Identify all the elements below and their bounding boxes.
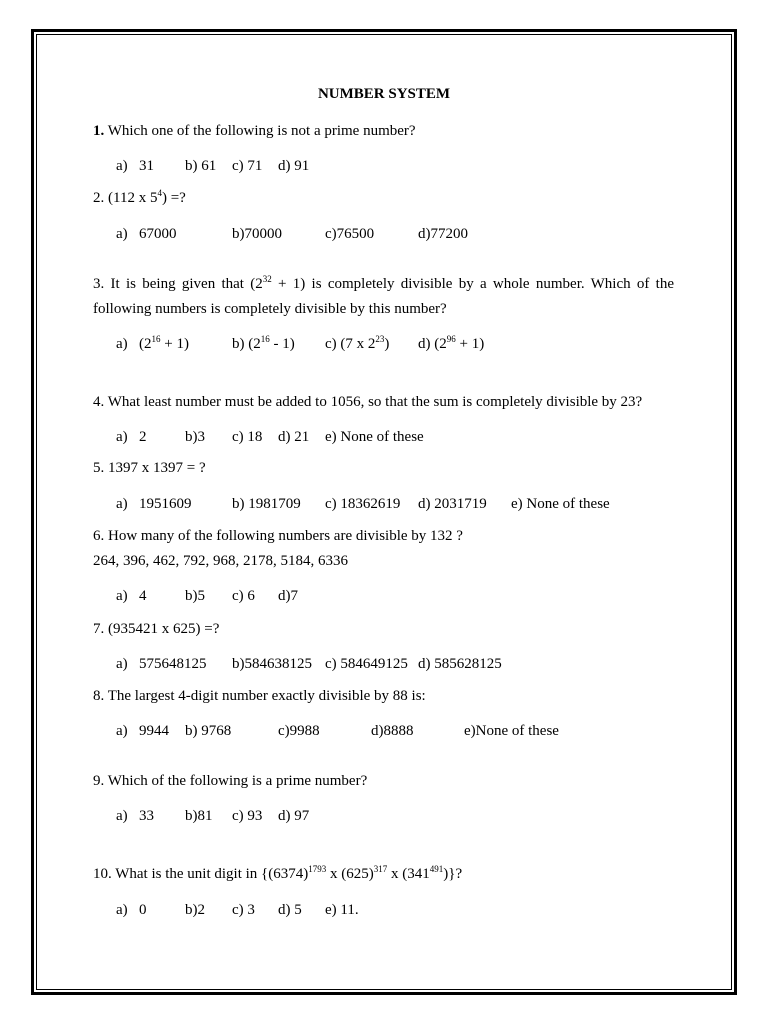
option-d: d)77200 <box>418 226 468 242</box>
option-label: a) <box>116 158 128 174</box>
option-a: 2 <box>139 429 147 445</box>
option-c: c) 93 <box>232 808 263 824</box>
question-6: 6. How many of the following numbers are divisible by 132 ? <box>93 528 463 544</box>
question-5: 5. 1397 x 1397 = ? <box>93 460 206 476</box>
exponent: 491 <box>429 864 444 874</box>
question-3 <box>93 274 674 294</box>
option-e: e) None of these <box>325 429 424 445</box>
option-a: 575648125 <box>139 656 207 672</box>
option-a-end: + 1) <box>160 336 189 352</box>
question-2-text-end: ) =? <box>161 190 186 206</box>
exponent: 23 <box>375 334 385 344</box>
option-label: a) <box>116 429 128 445</box>
option-b: b)2 <box>185 902 205 918</box>
option-d: d)7 <box>278 588 298 604</box>
option-b: b) 61 <box>185 158 217 174</box>
option-b: b)5 <box>185 588 205 604</box>
question-10-text: )}? <box>443 866 463 882</box>
option-d: d)8888 <box>371 723 414 739</box>
option-b-end: - 1) <box>269 336 295 352</box>
question-6-number-list: 264, 396, 462, 792, 968, 2178, 5184, 6336 <box>93 553 348 569</box>
option-a: 33 <box>139 808 154 824</box>
option-label: a) <box>116 656 128 672</box>
option-c: c) 18362619 <box>325 496 401 512</box>
exponent: 16 <box>260 334 270 344</box>
option-c: c) 71 <box>232 158 263 174</box>
option-label: a) <box>116 226 128 242</box>
option-label: a) <box>116 588 128 604</box>
option-a-base: (2 <box>139 336 152 352</box>
option-d: d) 21 <box>278 429 310 445</box>
option-b: b)70000 <box>232 226 282 242</box>
option-d <box>418 334 484 354</box>
option-b: b)81 <box>185 808 213 824</box>
option-a: 1951609 <box>139 496 192 512</box>
option-c: c) 3 <box>232 902 255 918</box>
question-10-text: x (625) <box>326 866 374 882</box>
question-3-line-2: following numbers is completely divisible by this number? <box>93 301 447 317</box>
question-10 <box>93 864 462 884</box>
exponent: 16 <box>151 334 161 344</box>
option-b: b)3 <box>185 429 205 445</box>
option-c: c) 6 <box>232 588 255 604</box>
question-1-number: 1. <box>93 123 105 139</box>
option-a: 0 <box>139 902 147 918</box>
document-title: NUMBER SYSTEM <box>317 86 451 102</box>
option-c-end: ) <box>384 336 390 352</box>
exponent: 32 <box>262 274 272 284</box>
option-c: c)9988 <box>278 723 320 739</box>
option-label: a) <box>116 723 128 739</box>
exponent: 1793 <box>308 864 327 874</box>
option-c <box>325 334 389 354</box>
exponent: 96 <box>446 334 456 344</box>
question-2-text: 2. (112 x 5 <box>93 190 158 206</box>
option-d: d) 5 <box>278 902 302 918</box>
option-a: 4 <box>139 588 147 604</box>
question-1 <box>93 121 416 141</box>
option-b: b) 1981709 <box>232 496 301 512</box>
option-e: e) 11. <box>325 902 359 918</box>
question-1-text: Which one of the following is not a prime number? <box>107 123 416 139</box>
question-7: 7. (935421 x 625) =? <box>93 621 220 637</box>
option-a <box>139 334 189 354</box>
option-c-base: c) (7 x 2 <box>325 336 376 352</box>
option-d: d) 585628125 <box>418 656 502 672</box>
option-d: d) 2031719 <box>418 496 487 512</box>
option-label: a) <box>116 808 128 824</box>
option-c: c)76500 <box>325 226 375 242</box>
option-label: a) <box>116 496 128 512</box>
question-4: 4. What least number must be added to 1056, so that the sum is completely divisible by 23? <box>93 394 643 410</box>
option-b: b) 9768 <box>185 723 232 739</box>
question-9: 9. Which of the following is a prime number? <box>93 773 368 789</box>
option-a: 9944 <box>139 723 169 739</box>
question-3-text: 3. It is being given that (2 <box>93 276 263 292</box>
exponent: 4 <box>157 188 162 198</box>
option-e: e) None of these <box>511 496 610 512</box>
option-b <box>232 334 295 354</box>
option-a: 67000 <box>139 226 177 242</box>
option-b: b)584638125 <box>232 656 312 672</box>
option-c: c) 18 <box>232 429 263 445</box>
question-10-text: 10. What is the unit digit in {(6374) <box>93 866 309 882</box>
option-c: c) 584649125 <box>325 656 408 672</box>
option-e: e)None of these <box>464 723 559 739</box>
option-label: a) <box>116 902 128 918</box>
question-10-text: x (341 <box>387 866 430 882</box>
option-d-end: + 1) <box>455 336 485 352</box>
option-d: d) 91 <box>278 158 310 174</box>
option-d-base: d) (2 <box>418 336 447 352</box>
option-b-base: b) (2 <box>232 336 261 352</box>
question-8: 8. The largest 4-digit number exactly divisible by 88 is: <box>93 688 426 704</box>
option-d: d) 97 <box>278 808 310 824</box>
option-label: a) <box>116 336 128 352</box>
question-2 <box>93 188 186 208</box>
option-a: 31 <box>139 158 154 174</box>
exponent: 317 <box>373 864 388 874</box>
question-3-text-cont: + 1) is completely divisible by a whole number. Which of the <box>271 276 674 292</box>
